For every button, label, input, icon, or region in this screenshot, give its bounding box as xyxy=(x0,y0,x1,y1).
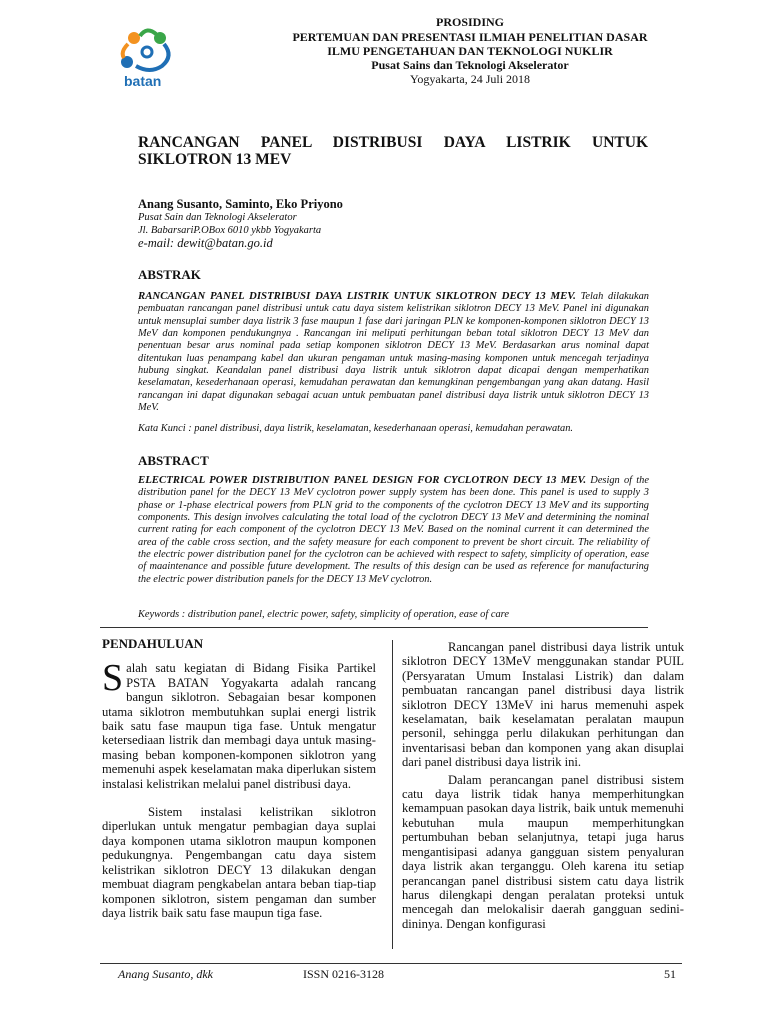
footer-author: Anang Susanto, dkk xyxy=(118,967,213,981)
keywords: Keywords : distribution panel, electric power, safety, simplicity of operation, ease of care xyxy=(138,609,509,620)
right-column xyxy=(402,640,684,931)
pendahuluan-heading: PENDAHULUAN xyxy=(102,636,204,651)
logo-text: batan xyxy=(124,73,162,89)
intro-paragraph-1 xyxy=(102,657,376,791)
column-rule xyxy=(392,640,393,949)
abstract-heading: ABSTRACT xyxy=(138,453,209,468)
intro-p1-text: alah satu kegiatan di Bidang Fisika Partikel PSTA BATAN Yogyakarta adalah rancang bangun siklotron. Sebagaian besar komponen utama siklotron membutuhkan suplai energi listrik baik satu fase maupun tiga fase. Untuk mengatur ketersediaan listrik dan membagi daya untuk masing-masing beban komponen-komponen siklotron yang memenuhi aspek keselamatan maka diperlukan sistem instalasi kelistrikan melalui panel distribusi daya. xyxy=(102,661,376,791)
paper-title-line2: SIKLOTRON 13 MEV xyxy=(138,151,292,168)
abstrak-body xyxy=(138,290,649,414)
header-conference: PERTEMUAN DAN PRESENTASI ILMIAH PENELITIAN DASAR xyxy=(292,30,648,44)
abstract-lead: ELECTRICAL POWER DISTRIBUTION PANEL DESIGN FOR CYCLOTRON DECY 13 MEV. xyxy=(138,474,587,486)
kata-kunci: Kata Kunci : panel distribusi, daya listrik, keselamatan, kesederhanaan operasi, kemudahan perawatan. xyxy=(138,423,574,434)
footer-issn: ISSN 0216-3128 xyxy=(303,967,385,981)
abstrak-heading: ABSTRAK xyxy=(138,267,201,282)
authors: Anang Susanto, Saminto, Eko Priyono xyxy=(138,197,343,211)
affiliation-line1: Pusat Sain dan Teknologi Akselerator xyxy=(138,212,297,223)
intro-paragraph-4: Dalam perancangan panel distribusi sistem catu daya listrik tidak hanya memperhitungkan kemampuan pasokan daya listrik, baik untuk memenuhi kebutuhan mula maupun memperhitungkan pertumbuhan beban selanjutnya, tetapi juga harus mengantisipasi adanya gangguan sistem penyaluran daya listrik akan terganggu. Oleh karena itu setiap perancangan panel distribusi sistem catu daya listrik harus dilengkapi dengan peralatan proteksi untuk mencegah dan melokalisir daerah gangguan sedini-dininya. Dengan konfigurasi xyxy=(402,772,684,931)
paper-title-line1: RANCANGAN PANEL DISTRIBUSI DAYA LISTRIK UNTUK xyxy=(138,134,648,151)
header-field: ILMU PENGETAHUAN DAN TEKNOLOGI NUKLIR xyxy=(327,44,613,58)
abstrak-lead: RANCANGAN PANEL DISTRIBUSI DAYA LISTRIK UNTUK SIKLOTRON DECY 13 MEV. xyxy=(138,290,576,302)
section-divider xyxy=(100,627,648,628)
intro-paragraph-3: Rancangan panel distribusi daya listrik untuk siklotron DECY 13MeV menggunakan standar PUIL (Persyaratan Umum Instalasi Listrik) dan dalam pembuatan rancangan panel distribusi daya listrik siklotron DECY 13MeV ini harus memenuhi aspek keselamatan, baik keselamatan peralatan maupun personil, sehingga perlu dilakukan perhitungan dan inventarisasi beban dan komponen yang akan disuplai dari panel distribusi daya listrik ini. xyxy=(402,640,684,770)
abstract-text: Design of the distribution panel for the DECY 13 MeV cyclotron power supply system has been done. This panel is used to supply 3 phase or 1-phase electrical powers from PLN grid to the components of the cyclotron DECY 13 MeV and its supporting components. This design involves calculating the total load of the cyclotron DECY 13 MeV and determining the nominal current rating for each component of the cyclotron DECY 13 MeV. Based on the nominal current it can determined the area of the cable cross section, and the safety measure for each component to prevent be short circuit. The reliability of the electric power distribution panel for the cyclotron can be achieved with respect to safety, simplicity of operation, ease of maaintenance and possible future development. The results of this design can be used as reference for manufacturing the electric power distribution panels for the DECY 13 MeV cyclotron. xyxy=(138,475,649,585)
header-institution: Pusat Sains dan Teknologi Akselerator xyxy=(371,58,569,72)
affiliation-line2: Jl. BabarsariP.OBox 6010 ykbb Yogyakarta xyxy=(138,225,322,236)
page-number: 51 xyxy=(664,967,676,981)
intro-paragraph-2: Sistem instalasi kelistrikan siklotron diperlukan untuk mengatur pembagian daya suplai daya komponen utama siklotron maupun komponen pedukungnya. Pengembangan catu daya sistem kelistrikan siklotron DECY 13 dilakukan dengan membuat diagram pengkabelan antara beban tiap-tiap komponen siklotron, sistem pengaman dan sumber daya listrik baik satu fase maupun tiga fase. xyxy=(102,805,376,920)
left-column xyxy=(102,637,376,920)
abstrak-text: Telah dilakukan pembuatan rancangan panel distribusi untuk catu daya sistem kelistrikan siklotron DECY 13 MeV. Panel ini digunakan untuk mensuplai sumber daya listrik 3 fase maupun 1 fase dari jaringan PLN ke komponen-komponen siklotron DECY 13 MeV dan komponen pendukungnya . Rancangan ini meliputi perhitungan beban total siklotron DECY 13 MeV dan penentuan besar arus nominal pada setiap komponen siklotron DECY 13 MeV. Berdasarkan arus nominal dapat ditentukan luas penampang kabel dan ukuran pengaman untuk masing-masing komponen untuk mencegah terjadinya hubung singkat. Keandalan panel distribusi daya listrik untuk siklotron dapat dicapai dengan memperhatikan keselamatan, kesederhanaan operasi, kemudahan perawatan dan kemungkinan pengembangan yang akan datang. Hasil rancangan ini dapat digunakan sebagai acuan untuk pembuatan panel distribusi daya listrik untuk siklotron DECY 13 MeV. xyxy=(138,291,649,414)
header-date: Yogyakarta, 24 Juli 2018 xyxy=(409,72,531,86)
abstract-body xyxy=(138,474,649,586)
header-prosiding: PROSIDING xyxy=(435,15,504,29)
email: e-mail: dewit@batan.go.id xyxy=(138,236,273,250)
footer-rule xyxy=(100,963,682,964)
batan-logo xyxy=(112,24,182,94)
dropcap: S xyxy=(102,657,124,700)
